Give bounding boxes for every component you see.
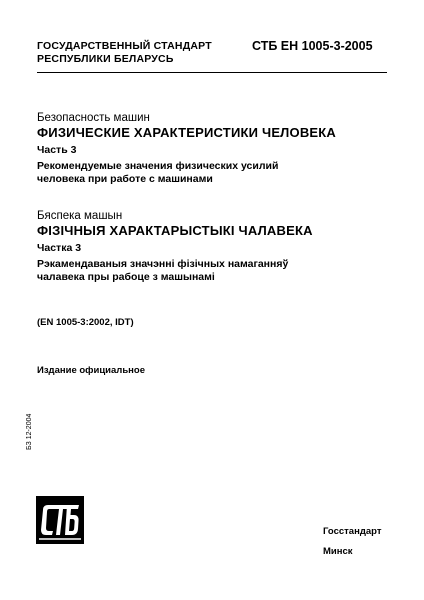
standard-type-line2: РЕСПУБЛИКИ БЕЛАРУСЬ (37, 53, 174, 65)
ru-standard-name: Безопасность машин (37, 112, 150, 124)
stb-logo-svg (36, 496, 84, 544)
by-standard-title: ФІЗІЧНЫЯ ХАРАКТАРЫСТЫКІ ЧАЛАВЕКА (37, 223, 313, 238)
by-subtitle-line1: Рэкамендаваныя значэнні фізічных намаганняў (37, 258, 289, 270)
ru-standard-title: ФИЗИЧЕСКИЕ ХАРАКТЕРИСТИКИ ЧЕЛОВЕКА (37, 125, 337, 140)
ru-part-label: Часть 3 (37, 144, 77, 156)
standard-type-line1: ГОСУДАРСТВЕННЫЙ СТАНДАРТ (37, 40, 212, 52)
publisher-name: Госстандарт (323, 526, 382, 537)
vertical-code: БЗ 12-2004 (26, 413, 33, 450)
belarusian-title-block (37, 209, 313, 284)
standard-type-header (37, 40, 212, 66)
standard-designation: СТБ ЕН 1005-3-2005 (252, 39, 373, 53)
by-part-label: Частка 3 (37, 242, 82, 254)
russian-title-block (37, 111, 336, 186)
ru-subtitle-line2: человека при работе с машинами (37, 173, 213, 185)
header-divider (37, 72, 387, 73)
publisher-city: Минск (323, 546, 353, 557)
en-reference: (EN 1005-3:2002, IDT) (37, 317, 134, 328)
ru-subtitle-line1: Рекомендуемые значения физических усилий (37, 160, 279, 172)
by-standard-name: Бяспека машын (37, 210, 123, 222)
edition-label: Издание официальное (37, 365, 145, 376)
stb-logo-icon (36, 496, 84, 544)
by-subtitle-line2: чалавека пры рабоце з машынамі (37, 271, 215, 283)
